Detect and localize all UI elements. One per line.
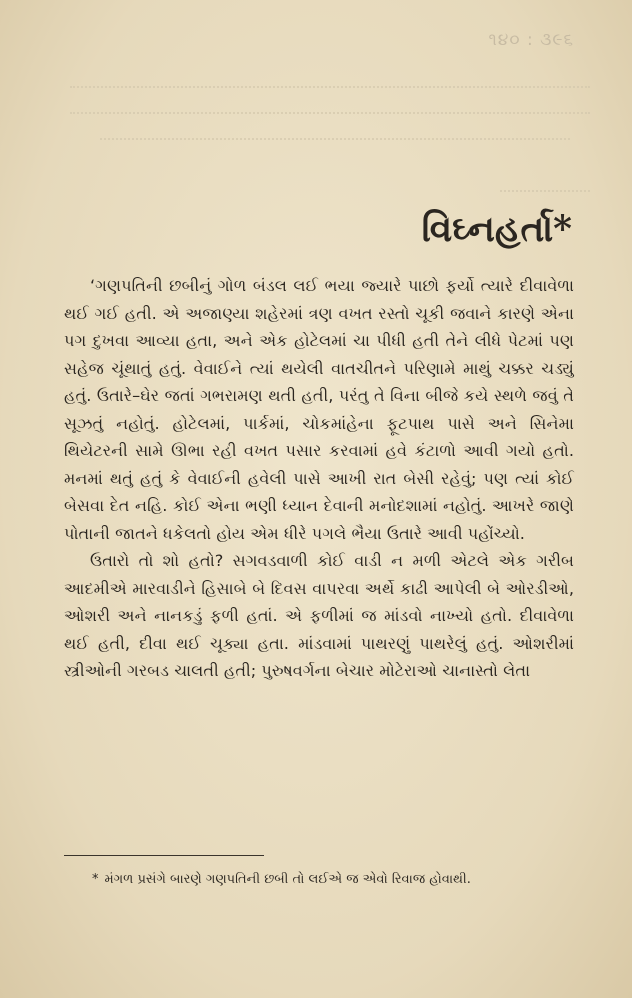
chapter-body <box>64 272 574 685</box>
bleed-through-page-number: ૧૪૦ : ૩૯૬ <box>488 30 574 50</box>
footnote-text: મંગળ પ્રસંગે બારણે ગણપતિની છબી તો લઈએ જ એવો રિવાજ હોવાથી. <box>104 872 471 887</box>
paragraph: ‘ગણપતિની છબીનું ગોળ બંડલ લઈ ભયા જ્યારે પાછો ફર્યો ત્યારે દીવાવેળા થઈ ગઈ હતી. એ અજાણ્યા શહેરમાં ત્રણ વખત રસ્તો ચૂકી જવાને કારણે એના પગ દુખવા આવ્યા હતા, અને એક હોટેલમાં ચા પીધી હતી તેને લીધે પેટમાં પણ સહેજ ચૂંથાતું હતું. વેવાઈને ત્યાં થયેલી વાતચીતને પરિણામે માથું ચક્કર ચડ્યું હતું. ઉતારે–ઘેર જતાં ગભરામણ થતી હતી, પરંતુ તે વિના બીજે કયે સ્થળે જવું તે સૂઝતું નહોતું. હોટેલમાં, પાર્કમાં, ચોકમાંહેના ફૂટપાથ પાસે અને સિનેમા થિયેટરની સામે ઊભા રહી વખત પસાર કરવામાં હવે કંટાળો આવી ગયો હતો. મનમાં થતું હતું કે વેવાઈની હવેલી પાસે આખી રાત બેસી રહેવું; પણ ત્યાં કોઈ બેસવા દેત નહિ. કોઈ એના ભણી ધ્યાન દેવાની મનોદશામાં નહોતું. આખરે જાણે પોતાની જાતને ધકેલતો હોય એમ ધીરે પગલે ભૈયા ઉતારે આવી પહોંચ્યો. <box>64 276 574 543</box>
bleed-through-line <box>70 86 590 98</box>
footnote <box>64 868 574 892</box>
paragraph: ઉતારો તો શો હતો? સગવડવાળી કોઈ વાડી ન મળી એટલે એક ગરીબ આદમીએ મારવાડીને હિસાબે બે દિવસ વાપરવા અર્થે કાઢી આપેલી બે ઓરડીઓ, ઓશરી અને નાનકડું ફળી હતાં. એ ફળીમાં જ માંડવો નાખ્યો હતો. દીવાવેળા થઈ હતી, દીવા થઈ ચૂક્યા હતા. માંડવામાં પાથરણું પાથરેલું હતું. ઓશરીમાં સ્ત્રીઓની ગરબડ ચાલતી હતી; પુરુષવર્ગના બેચાર મોટેરાઓ ચાનાસ્તો લેતા <box>64 551 574 680</box>
footnote-divider <box>64 855 264 856</box>
bleed-through-line <box>100 138 570 150</box>
footnote-marker: * <box>92 872 99 887</box>
bleed-through-line <box>70 112 590 124</box>
bleed-through-line <box>500 190 590 202</box>
chapter-title: વિઘ્નહર્તા* <box>421 208 572 250</box>
